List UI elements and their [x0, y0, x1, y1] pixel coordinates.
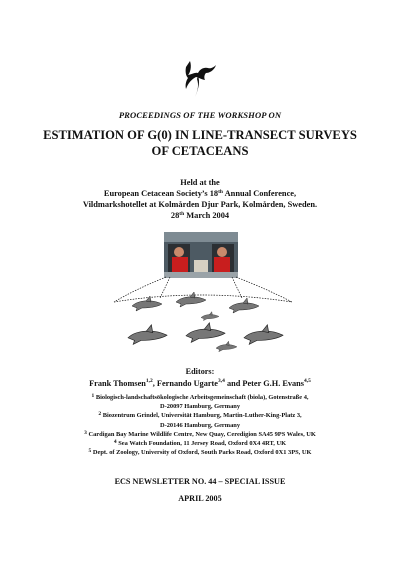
held-at: Held at the — [180, 178, 220, 187]
conference-line-2: Vildmarkshotellet at Kolmården Djur Park, Kolmården, Sweden. — [82, 200, 318, 209]
dolphin-icon — [128, 325, 167, 345]
document-title — [0, 127, 400, 159]
conference-line-1: European Cetacean Society’s 18th Annual Conference, — [103, 189, 297, 198]
editor-2: Fernando Ugarte — [156, 379, 218, 388]
editor-1: Frank Thomsen — [89, 379, 146, 388]
dolphin-icon — [244, 325, 283, 345]
affiliation: $^4$ Sea Watch Foundation, 11 Jersey Road, Oxford 0X4 4RT, UK — [113, 439, 287, 448]
ecs-logo-icon — [178, 55, 218, 103]
publication-date: APRIL 2005 — [178, 494, 222, 503]
editors-names: Frank Thomsen$^{1,2}$, Fernando Ugarte$^{3,4}$ and Peter G.H. Evans$^{4,5}$ — [89, 378, 311, 388]
dolphin-icon — [186, 323, 225, 343]
newsletter-issue: ECS NEWSLETTER NO. 44 – SPECIAL ISSUE — [114, 477, 286, 486]
affiliation: D-20146 Hamburg, Germany — [159, 421, 241, 429]
editors-label: Editors: — [185, 367, 215, 376]
dolphin-icon — [216, 341, 237, 352]
dolphin-icon — [132, 296, 162, 311]
affiliation: $^1$ Biologisch-landschaftsökologische Arbeitsgemeinschaft (biola), Gotenstraße 4, — [91, 393, 309, 401]
conference-info — [0, 177, 400, 221]
editor-3: Peter G.H. Evans — [242, 379, 305, 388]
affiliation: $^5$ Dept. of Zoology, University of Oxford, South Parks Road, Oxford 0X1 3PS, UK — [88, 448, 312, 457]
survey-illustration — [104, 230, 300, 360]
dolphin-icon — [176, 292, 206, 307]
dolphin-icon — [201, 312, 219, 321]
conference-date: 28th March 2004 — [170, 211, 230, 220]
affiliation: D-20097 Hamburg, Germany — [159, 403, 241, 411]
affiliation: $^2$ Biozentrum Grindel, Universität Hamburg, Martin-Luther-King-Platz 3, — [98, 411, 302, 420]
dolphin-icon — [229, 298, 259, 313]
observer-photo — [164, 232, 238, 278]
affiliations-list — [0, 393, 400, 457]
affiliation: $^3$ Cardigan Bay Marine Wildlife Centre, New Quay, Ceredigion SA45 9PS Wales, UK — [84, 429, 316, 438]
title-line-2: OF CETACEANS — [151, 144, 249, 158]
proceedings-heading: PROCEEDINGS OF THE WORKSHOP ON — [118, 110, 282, 120]
sighting-lines — [114, 277, 292, 302]
dolphin-group — [128, 292, 283, 352]
title-line-1: ESTIMATION OF G(0) IN LINE-TRANSECT SURVEYS — [43, 128, 357, 142]
